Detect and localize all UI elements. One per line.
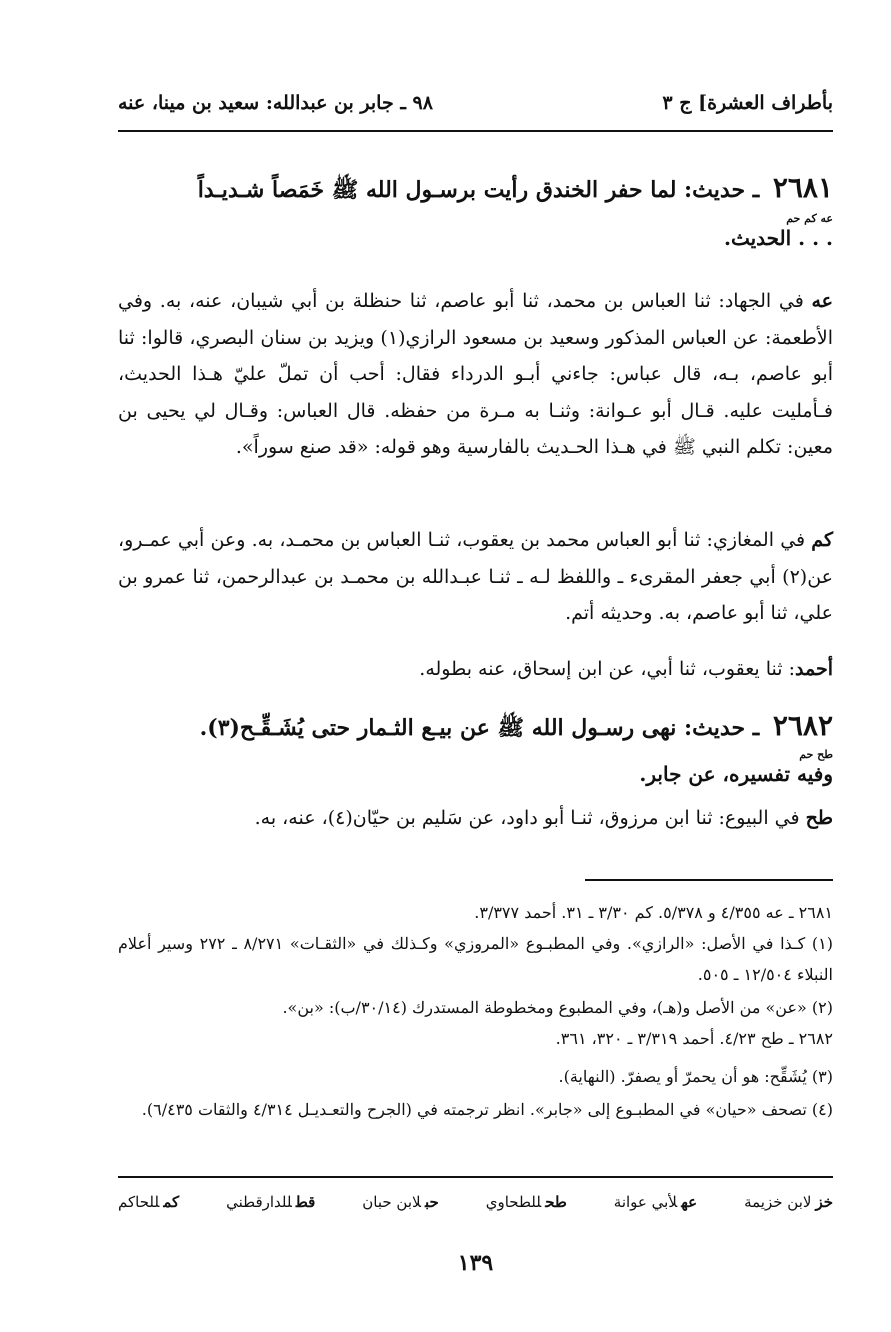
book-page [118, 0, 833, 1332]
hadith-number: ٢٦٨٢ [772, 709, 833, 742]
legend-item: طحللطحاوي [485, 1193, 567, 1211]
legend-item: حبلابن حبان [362, 1193, 439, 1211]
legend-item: كمللحاكم [118, 1193, 180, 1211]
hadith-heading-2682 [118, 706, 833, 748]
takhrij-paragraph [118, 800, 833, 837]
hadith-subline: وفيه تفسيره، عن جابر. [639, 762, 833, 786]
footnote: (٣) يُشَقِّح: هو أن يحمرّ أو يصفرّ. (النهاية). [558, 1067, 833, 1086]
legend-item: خزلابن خزيمة [744, 1193, 833, 1211]
abbreviation-legend [118, 1193, 833, 1211]
hadith-text: ـ حديث: لما حفر الخندق رأيت برسـول الله ﷺ خَمَصاً شـديـداً [197, 177, 760, 203]
footnote: (٢) «عن» من الأصل و(هـ)، وفي المطبوع ومخطوطة المستدرك (٣٠/١٤/ب): «بن». [282, 998, 833, 1017]
source-abbr: طح [805, 807, 833, 829]
running-header [118, 86, 833, 120]
paragraph-text: في الجهاد: ثنا العباس بن محمد، ثنا أبو عاصم، ثنا حنظلة بن أبي شيبان، عنه، به. وفي الأطعمة: عن العباس المذكور وسعيد بن مسعود الرازي(١) ويزيد بن سنان البصري، قالوا: ثنا أبو عاصم، بـه، قال عباس: جاءني أبـو الدرداء فقال: أحب أن تملّ عليّ هـذا الحديث، فـأمليت عليه. قـال أبو عـوانة: وثنـا به مـرة من حفظه. قال العباس: وقـال لي يحيى بن معين: تكلم النبي ﷺ في هـذا الحـديث بالفارسية وهو قوله: «قد صنع سوراً». [118, 290, 833, 458]
source-abbr: عه [811, 290, 833, 312]
paragraph-text: : ثنا يعقوب، ثنا أبي، عن ابن إسحاق، عنه بطوله. [419, 658, 796, 680]
takhrij-paragraph [118, 283, 833, 466]
footnote: (٤) تصحف «حيان» في المطبـوع إلى «جابر». انظر ترجمته في (الجرح والتعـديـل ٤/٣١٤ والثقات ٦/٤٣٥). [141, 1100, 833, 1119]
header-rule [118, 130, 833, 132]
source-abbr: أحمد [795, 658, 833, 680]
source-abbr: كم [811, 529, 833, 551]
paragraph-text: في المغازي: ثنا أبو العباس محمد بن يعقوب، ثنـا العباس بن محمـد، به. وعن أبي عمـرو، عن(٢) أبي جعفر المقرىء ـ واللفظ لـه ـ ثنـا عبـدالله بن محمـد بن عبدالرحمن، ثنا عمرو بن علي، ثنا أبو عاصم، به. وحديثه أتم. [118, 529, 833, 624]
footnote: ٢٦٨١ ـ عه ٤/٣٥٥ و ٥/٣٧٨. كم ٣/٣٠ ـ ٣١. أحمد ٣/٣٧٧. [474, 903, 833, 922]
hadith-text: ـ حديث: نهى رسـول الله ﷺ عن بيـع الثـمار حتى يُشَـقِّـح(٣). [199, 715, 760, 741]
paragraph-text: في البيوع: ثنا ابن مرزوق، ثنـا أبو داود، عن سَليم بن حيّان(٤)، عنه، به. [254, 807, 806, 829]
footnote-rule [585, 879, 833, 881]
takhrij-paragraph [118, 522, 833, 632]
legend-item: قطللدارقطني [226, 1193, 316, 1211]
legend-item: عهلأبي عوانة [613, 1193, 698, 1211]
source-symbols: طح حم [799, 748, 833, 761]
hadith-subline: . . . الحديث. [723, 226, 833, 250]
footnote: (١) كـذا في الأصل: «الرازي». وفي المطبـوع «المروزي» وكـذلك في «الثقـات» ٨/٢٧١ ـ ٢٧٢ وسير أعلام النبلاء ١٢/٥٠٤ ـ ٥٠٥. [118, 934, 834, 984]
legend-rule [118, 1176, 833, 1178]
hadith-number: ٢٦٨١ [772, 171, 833, 204]
footnote: ٢٦٨٢ ـ طح ٤/٢٣. أحمد ٣/٣١٩ ـ ٣٢٠، ٣٦١. [555, 1029, 833, 1048]
header-volume: بأطراف العشرة] ج ٣ [662, 92, 833, 114]
page-number: ١٣٩ [457, 1250, 494, 1276]
hadith-heading-2681 [118, 168, 833, 210]
source-symbols: عه كم حم [786, 212, 833, 225]
header-chapter: ٩٨ ـ جابر بن عبدالله: سعيد بن مينا، عنه [118, 92, 433, 114]
takhrij-paragraph [118, 651, 833, 688]
